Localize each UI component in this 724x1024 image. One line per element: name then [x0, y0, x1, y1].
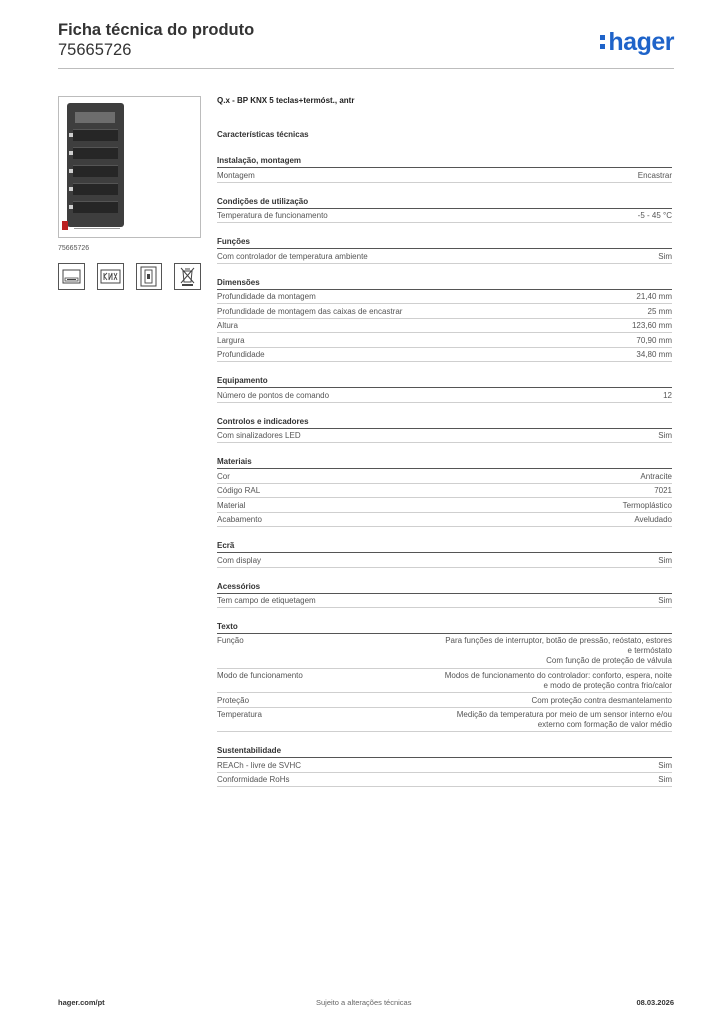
- spec-value: Sim: [658, 251, 672, 261]
- footer-notice: Sujeito a alterações técnicas: [316, 998, 412, 1007]
- weee-crossed-bin-icon: [174, 263, 201, 290]
- section-title: Equipamento: [217, 375, 672, 388]
- spec-row: [217, 319, 672, 334]
- spec-value: Modos de funcionamento do controlador: conforto, espera, noite e modo de proteção contra frio/calor: [444, 670, 672, 690]
- spec-label: Com sinalizadores LED: [217, 431, 301, 440]
- spec-value: Medição da temperatura por meio de um sensor interno e/ou externo com formação de valor médio: [456, 709, 672, 729]
- document-product-code: 75665726: [58, 41, 132, 59]
- spec-value: 25 mm: [647, 306, 672, 316]
- spec-row: [217, 693, 672, 708]
- section-title: Condições de utilização: [217, 196, 672, 209]
- spec-label: Com display: [217, 555, 262, 565]
- spec-value: Antracite: [640, 471, 672, 481]
- hager-logo: [600, 28, 674, 57]
- spec-section: [217, 236, 672, 264]
- spec-row: [217, 333, 672, 348]
- spec-value: 34,80 mm: [636, 350, 672, 359]
- spec-row: [217, 388, 672, 403]
- spec-row: [217, 773, 672, 788]
- bus-connector-image: [62, 221, 68, 230]
- spec-label: Profundidade da montagem: [217, 292, 316, 301]
- spec-value: Encastrar: [637, 170, 672, 180]
- spec-label: Tem campo de etiquetagem: [217, 596, 316, 605]
- spec-label: Acabamento: [217, 515, 262, 524]
- footer-date: 08.03.2026: [636, 998, 674, 1007]
- spec-label: Temperatura de funcionamento: [217, 211, 328, 220]
- spec-section: [217, 416, 672, 444]
- section-title: Ecrã: [217, 540, 672, 553]
- spec-value: Termoplástico: [622, 500, 672, 510]
- spec-row: [217, 758, 672, 773]
- spec-value: 12: [663, 390, 672, 400]
- spec-sections: [217, 155, 672, 787]
- image-caption-code: 75665726: [58, 245, 90, 252]
- flush-mount-box-icon: [58, 263, 85, 290]
- section-title: Texto: [217, 621, 672, 634]
- spec-label: Proteção: [217, 695, 250, 705]
- spec-row: [217, 553, 672, 568]
- product-image-column: [58, 96, 201, 290]
- section-title: Funções: [217, 236, 672, 249]
- spec-section: [217, 621, 672, 732]
- section-title: Materiais: [217, 456, 672, 469]
- spec-value: Aveludado: [634, 515, 672, 524]
- section-title: Controlos e indicadores: [217, 416, 672, 429]
- spec-value: -5 - 45 °C: [637, 211, 672, 220]
- section-title: Instalação, montagem: [217, 155, 672, 168]
- logo-text: hager: [608, 28, 674, 56]
- spec-value: 123,60 mm: [631, 321, 672, 330]
- spec-section: [217, 375, 672, 403]
- spec-label: Código RAL: [217, 486, 261, 495]
- section-title: Sustentabilidade: [217, 745, 672, 758]
- spec-value: Sim: [658, 760, 672, 770]
- spec-label: Temperatura: [217, 709, 262, 719]
- din-module-icon: [136, 263, 163, 290]
- technical-data-column: [217, 96, 672, 787]
- spec-label: Cor: [217, 471, 230, 481]
- spec-label: Profundidade de montagem das caixas de encastrar: [217, 306, 403, 316]
- spec-label: REACh - livre de SVHC: [217, 760, 302, 770]
- spec-label: Largura: [217, 335, 245, 345]
- logo-colon-icon: [600, 32, 606, 52]
- spec-label: Montagem: [217, 170, 255, 180]
- spec-row: [217, 290, 672, 305]
- section-title: Dimensões: [217, 277, 672, 290]
- spec-section: [217, 155, 672, 183]
- section-title: Acessórios: [217, 581, 672, 594]
- push-button-device-image: [67, 103, 124, 227]
- spec-row: [217, 209, 672, 224]
- spec-value: 21,40 mm: [636, 292, 672, 301]
- document-title: Ficha técnica do produto: [58, 21, 255, 39]
- spec-row: [217, 634, 672, 669]
- spec-section: [217, 456, 672, 527]
- product-name: Q.x - BP KNX 5 teclas+termóst., antr: [217, 96, 355, 105]
- footer-website: hager.com/pt: [58, 998, 105, 1007]
- spec-label: Material: [217, 500, 246, 510]
- spec-value: Com proteção contra desmantelamento: [531, 695, 672, 705]
- spec-value: 70,90 mm: [636, 335, 672, 345]
- spec-value: Para funções de interruptor, botão de pressão, reóstato, estores e termóstato Com função de proteção de válvula: [445, 636, 672, 665]
- spec-row: [217, 249, 672, 264]
- product-image: [58, 96, 201, 238]
- spec-row: [217, 708, 672, 733]
- page-header: [58, 20, 674, 68]
- spec-label: Número de pontos de comando: [217, 390, 330, 400]
- spec-label: Função: [217, 636, 244, 645]
- spec-row: [217, 429, 672, 444]
- spec-label: Com controlador de temperatura ambiente: [217, 251, 368, 261]
- spec-row: [217, 669, 672, 694]
- header-divider: [58, 68, 674, 69]
- spec-row: [217, 594, 672, 609]
- spec-section: [217, 196, 672, 224]
- features-heading: Características técnicas: [217, 130, 309, 139]
- spec-row: [217, 168, 672, 183]
- spec-row: [217, 513, 672, 528]
- spec-row: [217, 348, 672, 363]
- spec-value: 7021: [654, 486, 672, 495]
- spec-section: [217, 277, 672, 363]
- spec-row: [217, 498, 672, 513]
- spec-section: [217, 540, 672, 568]
- spec-value: Sim: [658, 555, 672, 565]
- spec-value: Sim: [658, 775, 672, 784]
- spec-value: Sim: [658, 431, 672, 440]
- cable-image: [74, 228, 120, 229]
- spec-label: Altura: [217, 321, 238, 330]
- spec-section: [217, 745, 672, 787]
- spec-label: Conformidade RoHs: [217, 775, 290, 784]
- spec-row: [217, 484, 672, 499]
- spec-label: Modo de funcionamento: [217, 670, 303, 680]
- spec-label: Profundidade: [217, 350, 265, 359]
- spec-section: [217, 581, 672, 609]
- spec-row: [217, 469, 672, 484]
- spec-value: Sim: [658, 596, 672, 605]
- spec-row: [217, 304, 672, 319]
- certification-icons: [58, 263, 201, 290]
- knx-bus-icon: [97, 263, 124, 290]
